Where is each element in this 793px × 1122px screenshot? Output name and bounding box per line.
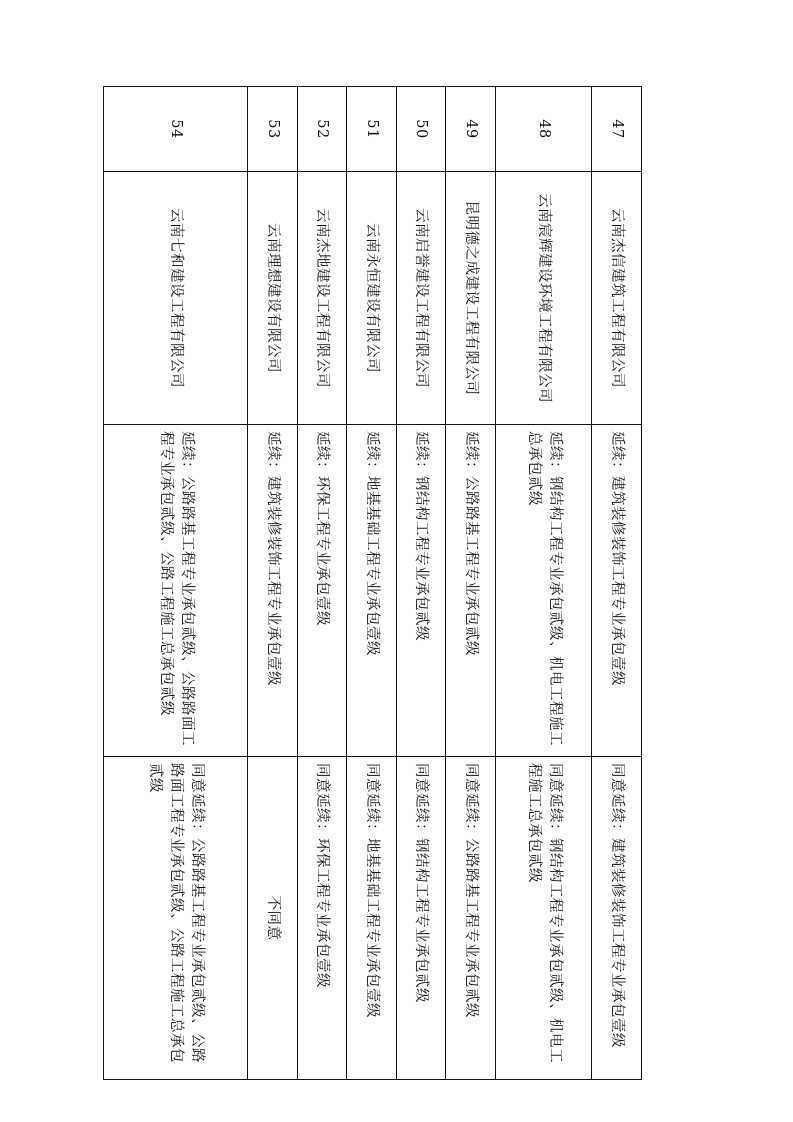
row-number: 50 xyxy=(396,87,446,172)
review-decision: 同意延续：地基基础工程专业承包壹级 xyxy=(347,757,397,1080)
row-number: 54 xyxy=(104,87,248,172)
row-number: 52 xyxy=(297,87,347,172)
review-decision: 同意延续：环保工程专业承包壹级 xyxy=(297,757,347,1080)
row-number: 53 xyxy=(248,87,298,172)
company-name: 昆明德之成建设工程有限公司 xyxy=(446,172,496,425)
company-name: 云南杰信建筑工程有限公司 xyxy=(592,172,642,425)
table-row xyxy=(347,87,397,1080)
table-row xyxy=(248,87,298,1080)
review-decision: 同意延续：公路路基工程专业承包贰级、公路路面工程专业承包贰级、公路工程施工总承包贰级 xyxy=(104,757,248,1080)
company-name: 云南永恒建设有限公司 xyxy=(347,172,397,425)
application-content: 延续：建筑装修装饰工程专业承包壹级 xyxy=(592,425,642,757)
application-content: 延续：地基基础工程专业承包壹级 xyxy=(347,425,397,757)
application-content: 延续：公路路基工程专业承包贰级 xyxy=(446,425,496,757)
table-row xyxy=(495,87,592,1080)
table-row xyxy=(396,87,446,1080)
review-decision: 同意延续：钢结构工程专业承包贰级、机电工程施工总承包贰级 xyxy=(495,757,592,1080)
review-decision: 同意延续：公路路基工程专业承包贰级 xyxy=(446,757,496,1080)
table-row xyxy=(592,87,642,1080)
review-decision: 同意延续：钢结构工程专业承包贰级 xyxy=(396,757,446,1080)
company-name: 云南杰地建设工程有限公司 xyxy=(297,172,347,425)
rotated-table-container xyxy=(103,86,642,1079)
review-decision: 不同意 xyxy=(248,757,298,1080)
application-content: 延续：钢结构工程专业承包贰级 xyxy=(396,425,446,757)
review-decision: 同意延续：建筑装修装饰工程专业承包壹级 xyxy=(592,757,642,1080)
application-content: 延续：钢结构工程专业承包贰级、机电工程施工总承包贰级 xyxy=(495,425,592,757)
table-row xyxy=(104,87,248,1080)
company-name: 云南启誉建设工程有限公司 xyxy=(396,172,446,425)
row-number: 49 xyxy=(446,87,496,172)
row-number: 48 xyxy=(495,87,592,172)
table-row xyxy=(297,87,347,1080)
company-name: 云南宸辉建设环境工程有限公司 xyxy=(495,172,592,425)
application-content: 延续：公路路基工程专业承包贰级、公路路面工程专业承包贰级、公路工程施工总承包贰级 xyxy=(104,425,248,757)
approval-table xyxy=(103,86,642,1080)
row-number: 51 xyxy=(347,87,397,172)
application-content: 延续：建筑装修装饰工程专业承包壹级 xyxy=(248,425,298,757)
company-name: 云南七和建设工程有限公司 xyxy=(104,172,248,425)
table-row xyxy=(446,87,496,1080)
company-name: 云南理想建设有限公司 xyxy=(248,172,298,425)
application-content: 延续：环保工程专业承包壹级 xyxy=(297,425,347,757)
row-number: 47 xyxy=(592,87,642,172)
